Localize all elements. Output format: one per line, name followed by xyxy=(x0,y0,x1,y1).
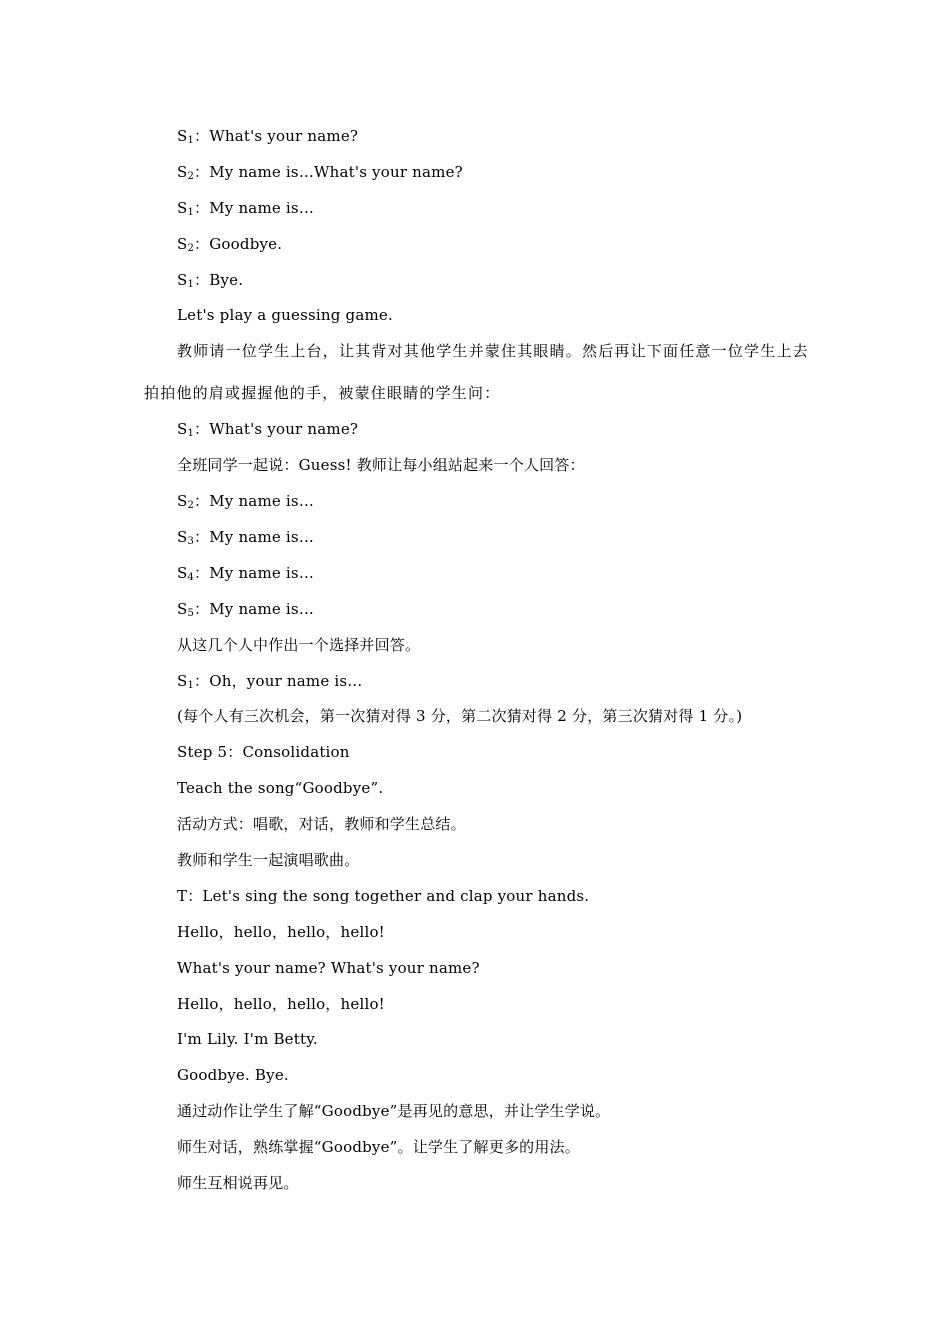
dialogue-line: $S_2$：My name is… xyxy=(177,492,315,512)
song-lyric-line: Hello，hello，hello，hello! xyxy=(177,922,385,941)
dialogue-line: $S_1$：What's your name? xyxy=(177,127,359,146)
dialogue-line: $S_3$：My name is… xyxy=(177,528,315,548)
song-lyric-line: What's your name? What's your name? xyxy=(177,958,480,977)
dialogue-line: $S_1$：My name is… xyxy=(177,198,315,218)
text-line: 师生互相说再见。 xyxy=(177,1174,299,1193)
text-line: 活动方式：唱歌，对话，教师和学生总结。 xyxy=(177,815,466,834)
dialogue-line: $S_4$：My name is… xyxy=(177,563,315,583)
dialogue-line: $S_2$：Goodbye. xyxy=(177,234,283,254)
text-line: Let's play a guessing game. xyxy=(177,306,393,325)
text-line: 师生对话，熟练掌握“Goodbye”。让学生了解更多的用法。 xyxy=(177,1138,580,1157)
text-line: Teach the song“Goodbye”. xyxy=(177,779,384,798)
instruction-paragraph: 教师请一位学生上台，让其背对其他学生并蒙住其眼睛。然后再让下面任意一位学生上去拍拍他的肩或握握他的手，被蒙住眼睛的学生问： xyxy=(144,342,809,403)
song-lyric-line: I'm Lily. I'm Betty. xyxy=(177,1030,318,1049)
dialogue-line: $S_1$：Bye. xyxy=(177,270,244,290)
scoring-note: (每个人有三次机会，第一次猜对得 3 分，第二次猜对得 2 分，第三次猜对得 1 分。) xyxy=(177,707,743,726)
text-line: 教师和学生一起演唱歌曲。 xyxy=(177,851,360,870)
text-line: 从这几个人中作出一个选择并回答。 xyxy=(177,635,421,654)
step-heading: Step 5：Consolidation xyxy=(177,743,350,762)
text-line: 通过动作让学生了解“Goodbye”是再见的意思，并让学生学说。 xyxy=(177,1102,611,1121)
dialogue-line: $S_1$：What's your name? xyxy=(177,420,359,440)
dialogue-line: $S_1$：Oh，your name is… xyxy=(177,671,363,691)
dialogue-line: $S_2$：My name is…What's your name? xyxy=(177,162,463,182)
song-lyric-line: Goodbye. Bye. xyxy=(177,1066,289,1085)
text-line: T：Let's sing the song together and clap your hands. xyxy=(177,886,590,905)
song-lyric-line: Hello，hello，hello，hello! xyxy=(177,994,385,1013)
dialogue-line: $S_5$：My name is… xyxy=(177,599,315,619)
document-body xyxy=(144,118,812,1201)
text-line: 全班同学一起说：Guess! 教师让每小组站起来一个人回答： xyxy=(177,456,585,475)
